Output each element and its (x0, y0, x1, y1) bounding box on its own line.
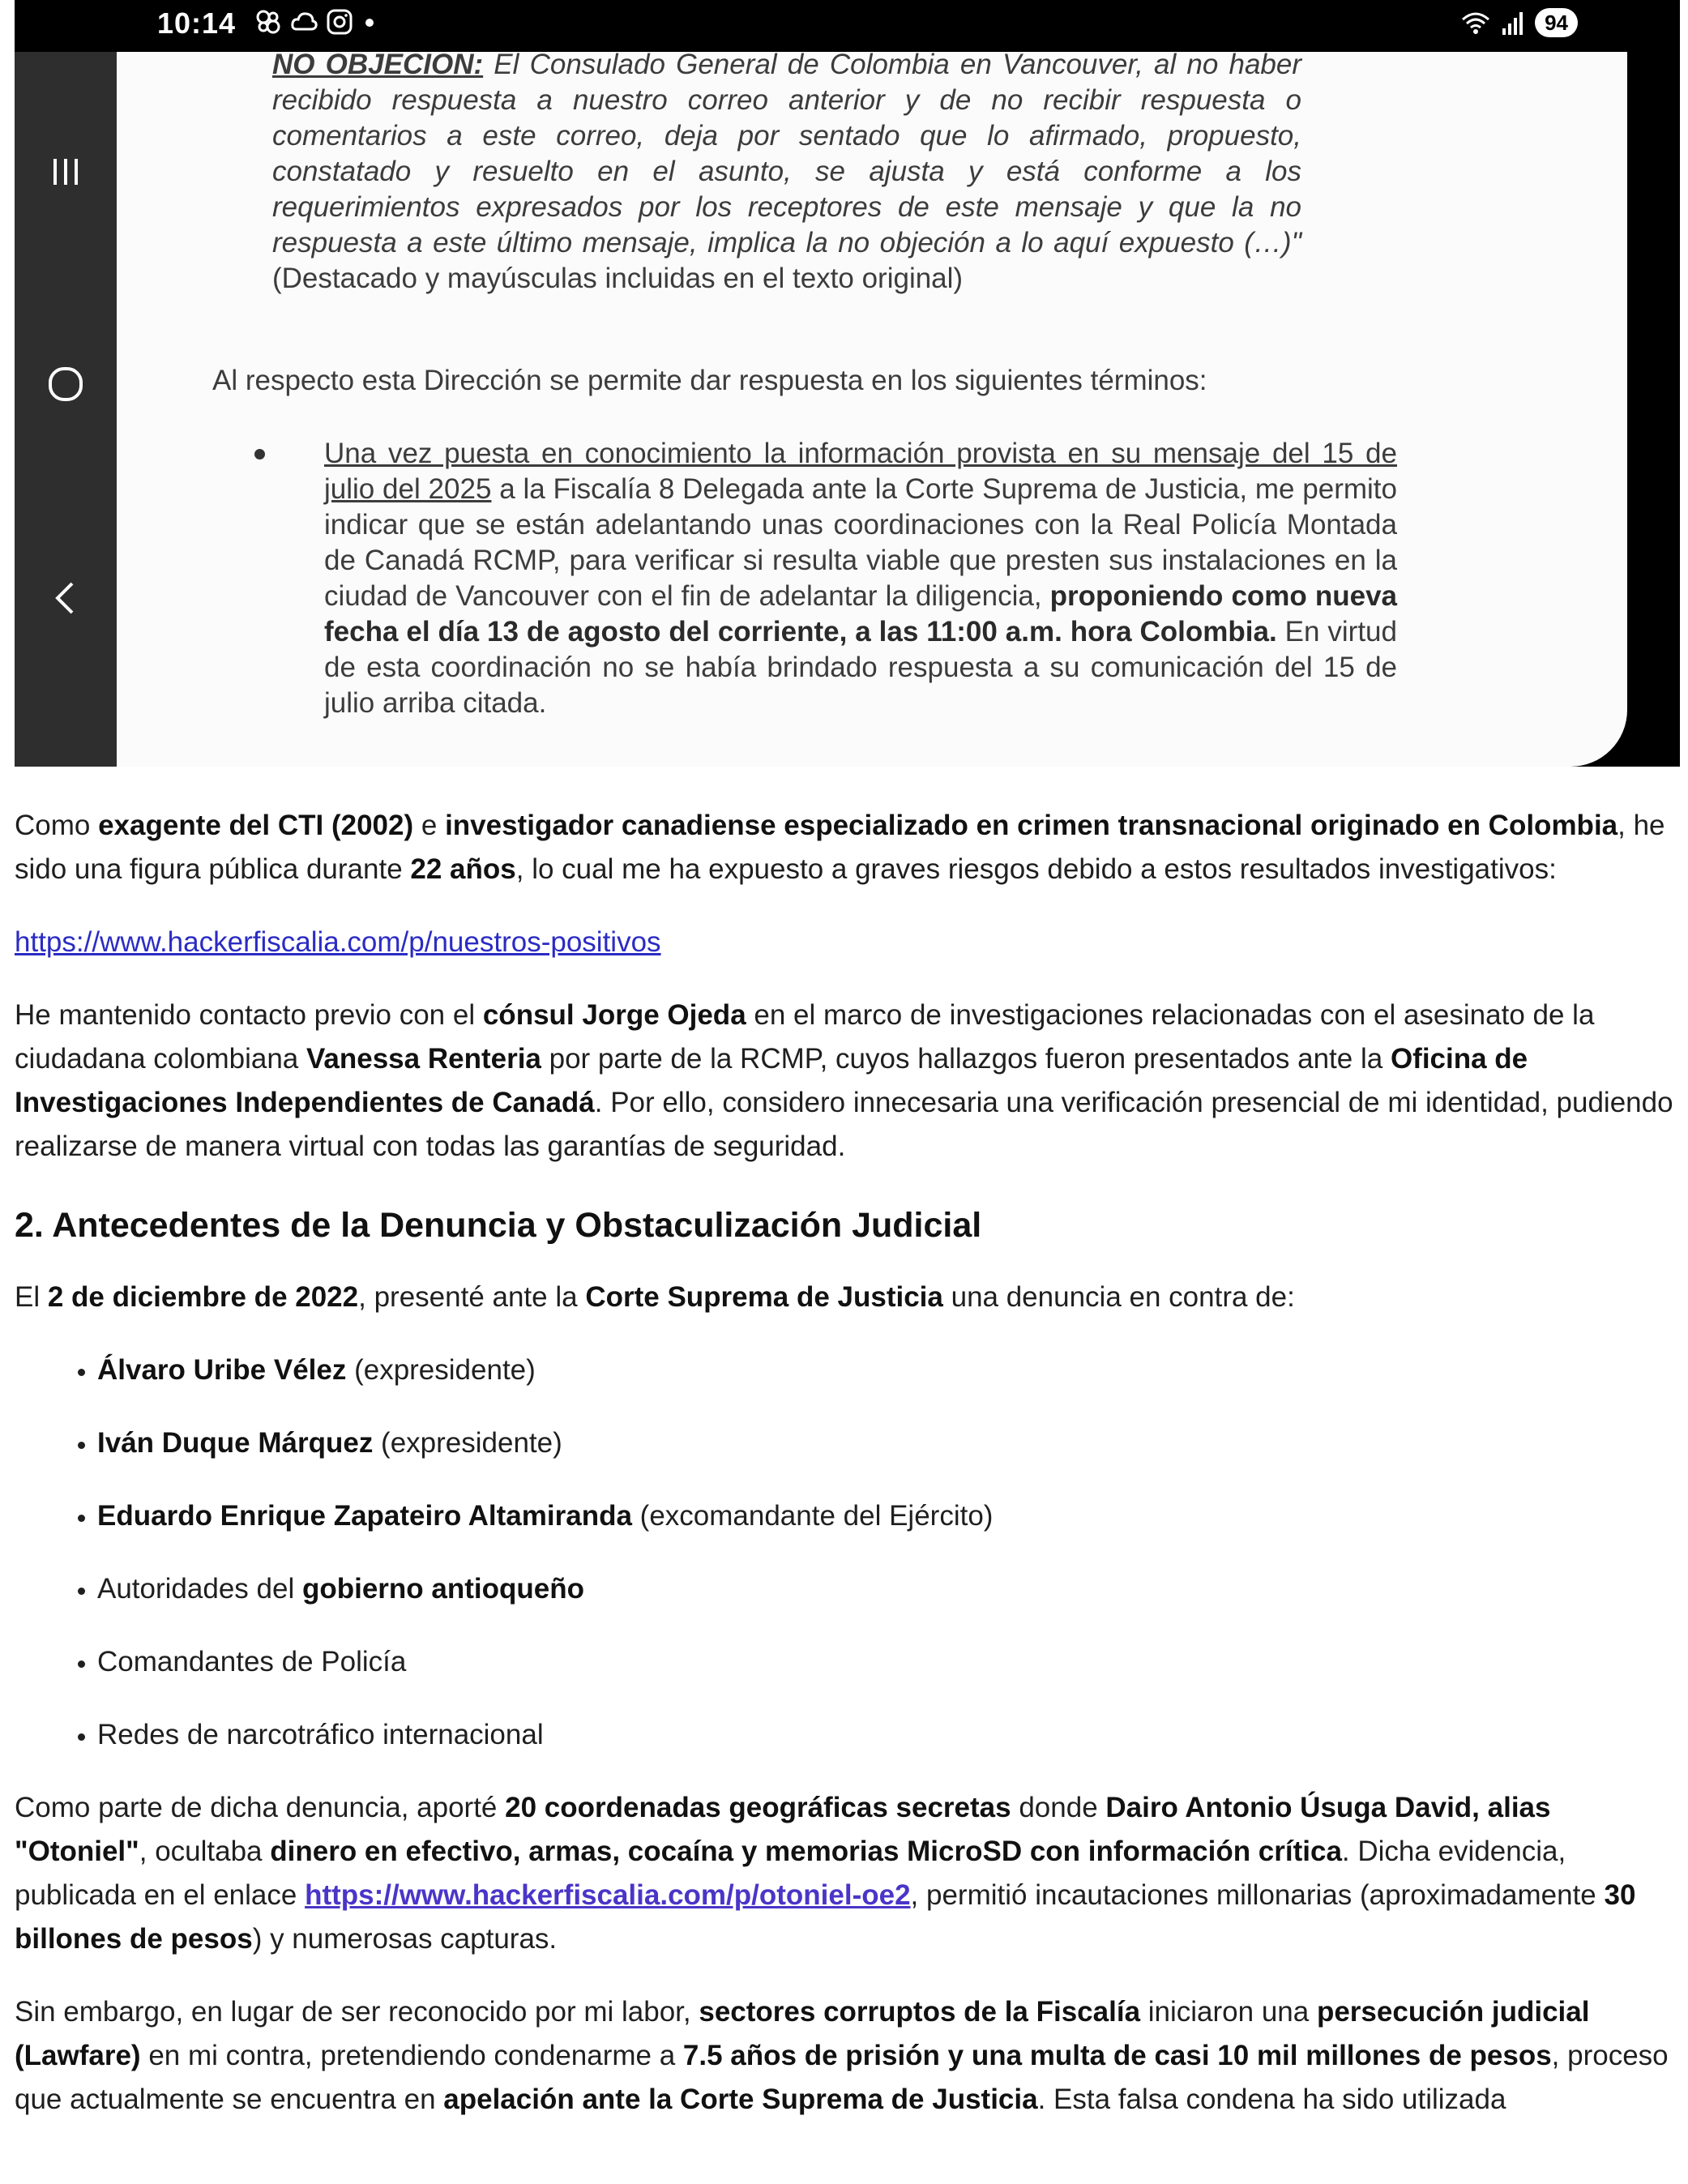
back-icon (48, 579, 83, 618)
notification-icons (254, 8, 378, 36)
paragraph-denuncia (15, 1276, 1676, 1319)
bold-text: apelación ante la Corte Suprema de Justicia (443, 2084, 1038, 2115)
bold-text: investigador canadiense especializado en crimen transnacional originado en Colombia (445, 810, 1618, 841)
status-time: 10:14 (157, 6, 237, 40)
no-objecion-label: NO OBJECION: (272, 52, 484, 80)
system-status-icons (1460, 8, 1578, 37)
bullet-bold-text: proponiendo como nueva fecha el día 13 de agosto del corriente, a las 11:00 a.m. hora Colombia. (324, 580, 1397, 648)
text: (expresidente) (373, 1427, 562, 1459)
phone-screenshot (15, 0, 1680, 767)
quote-body: El Consulado General de Colombia en Vancouver, al no haber recibido respuesta a nuestro correo anterior y de no recibir respuesta o comentarios a este correo, deja por sentado que lo afirmado, propuesto, constatado y resuelto en el asunto, se ajusta y está conforme a los requerimientos expresados por los receptores de este mensaje y que la no respuesta a este último mensaje, implica la no objeción a lo aquí expuesto (…)" (272, 52, 1301, 259)
text: ) y numerosas capturas. (252, 1923, 558, 1955)
bullet-mid-text: a la Fiscalía 8 Delegada ante la Corte Suprema de Justicia, me permito indicar que se están adelantando unas coordinaciones con la Real Policía Montada de Canadá RCMP, para verificar si resulta viable que presten sus instalaciones en la ciudad de Vancouver con el fin de adelantar la diligencia, (324, 473, 1397, 612)
text: donde (1011, 1792, 1106, 1823)
list-item (97, 1494, 1676, 1538)
home-button[interactable] (41, 360, 90, 408)
text: e (413, 810, 446, 841)
instagram-icon (326, 8, 353, 36)
recent-apps-button[interactable] (41, 147, 90, 196)
recent-apps-icon (48, 154, 83, 190)
otoniel-link[interactable]: https://www.hackerfiscalia.com/p/otoniel-oe2 (305, 1879, 911, 1911)
bullet-underlined-text: Una vez puesta en conocimiento la información provista en su mensaje del 15 de julio del 2025 (324, 438, 1397, 505)
text: una denuncia en contra de: (942, 1281, 1295, 1313)
list-item (97, 1348, 1676, 1392)
battery-level: 94 (1535, 8, 1578, 37)
navigation-bar (15, 52, 117, 767)
scanned-intro-line: Al respecto esta Dirección se permite dar respuesta en los siguientes términos: (212, 365, 1207, 396)
quote-tail: (Destacado y mayúsculas incluidas en el texto original) (272, 263, 964, 294)
bold-text: dinero en efectivo, armas, cocaína y memorias MicroSD con información crítica (270, 1836, 1342, 1867)
paragraph-consul-contact (15, 994, 1676, 1169)
bold-text: gobierno antioqueño (301, 1573, 584, 1605)
home-icon (46, 365, 85, 404)
bold-text: 30 billones de pesos (15, 1879, 1636, 1955)
cloud-icon (290, 8, 318, 36)
paragraph-lawfare (15, 1990, 1676, 2122)
scanned-quote-paragraph (272, 52, 1301, 297)
scanned-bullet-paragraph (324, 436, 1397, 721)
list-item (97, 1713, 1676, 1757)
bold-text: Álvaro Uribe Vélez (97, 1354, 347, 1386)
wifi-icon (1460, 9, 1491, 36)
text: iniciaron una (1140, 1996, 1317, 2028)
dot-icon (361, 8, 378, 36)
pinwheel-icon (254, 8, 282, 36)
text: Como (15, 810, 99, 841)
bold-text: persecución judicial (Lawfare) (15, 1996, 1590, 2071)
bold-text: Dairo Antonio Úsuga David, alias "Otoniel" (15, 1792, 1551, 1867)
bold-text: Oficina de Investigaciones Independientes de Canadá (15, 1043, 1528, 1118)
text: , proceso que actualmente se encuentra en (15, 2040, 1669, 2115)
bold-text: Vanessa Renteria (306, 1043, 541, 1075)
text: Sin embargo, en lugar de ser reconocido por mi labor, (15, 1996, 699, 2028)
bullet-dot-icon (254, 449, 265, 459)
scanned-letter-image (117, 52, 1627, 767)
text: , permitió incautaciones millonarias (aproximadamente (910, 1879, 1605, 1911)
paragraph-otoniel (15, 1786, 1676, 1961)
accused-list (15, 1348, 1676, 1757)
article-body (15, 804, 1676, 2151)
signal-icon (1501, 9, 1525, 36)
status-bar (15, 0, 1680, 52)
paragraph-credentials (15, 804, 1676, 891)
bold-text: sectores corruptos de la Fiscalía (699, 1996, 1141, 2028)
bold-text: 7.5 años de prisión y una multa de casi 10 mil millones de pesos (682, 2040, 1552, 2071)
text: El (15, 1281, 48, 1313)
bold-text: 20 coordenadas geográficas secretas (505, 1792, 1011, 1823)
text: . Esta falsa condena ha sido utilizada (1037, 2084, 1506, 2115)
text: en mi contra, pretendiendo condenarme a (140, 2040, 683, 2071)
text: Redes de narcotráfico internacional (97, 1719, 544, 1750)
text: Autoridades del (97, 1573, 302, 1605)
list-item (97, 1421, 1676, 1465)
text: por parte de la RCMP, cuyos hallazgos fueron presentados ante la (541, 1043, 1391, 1075)
text: (excomandante del Ejército) (631, 1500, 994, 1532)
list-item (97, 1567, 1676, 1611)
text: , presenté ante la (358, 1281, 586, 1313)
bold-text: 2 de diciembre de 2022 (47, 1281, 359, 1313)
text: en el marco de investigaciones relacionadas con el asesinato de la ciudadana colombiana (15, 999, 1595, 1075)
text: , he sido una figura pública durante (15, 810, 1665, 885)
text: , ocultaba (139, 1836, 271, 1867)
bold-text: cónsul Jorge Ojeda (482, 999, 746, 1031)
section-heading: 2. Antecedentes de la Denuncia y Obstaculización Judicial (15, 1206, 982, 1245)
text: (expresidente) (346, 1354, 536, 1386)
text: . Dicha evidencia, publicada en el enlace (15, 1836, 1566, 1911)
bold-text: 22 años (410, 853, 516, 885)
list-item (97, 1640, 1676, 1684)
paragraph-link (15, 921, 1676, 964)
text: He mantenido contacto previo con el (15, 999, 483, 1031)
text: Comandantes de Policía (97, 1646, 407, 1678)
bullet-end-text: En virtud de esta coordinación no se había brindado respuesta a su comunicación del 15 de julio arriba citada. (324, 616, 1397, 719)
text: Como parte de dicha denuncia, aporté (15, 1792, 506, 1823)
text: , lo cual me ha expuesto a graves riesgos debido a estos resultados investigativos: (515, 853, 1557, 885)
bold-text: Iván Duque Márquez (97, 1427, 374, 1459)
nuestros-positivos-link[interactable]: https://www.hackerfiscalia.com/p/nuestros-positivos (15, 926, 661, 958)
bold-text: Eduardo Enrique Zapateiro Altamiranda (97, 1500, 632, 1532)
bold-text: exagente del CTI (2002) (98, 810, 414, 841)
back-button[interactable] (41, 574, 90, 622)
bold-text: Corte Suprema de Justicia (585, 1281, 943, 1313)
text: . Por ello, considero innecesaria una verificación presencial de mi identidad, pudiendo realizarse de manera virtual con todas las garantías de seguridad. (15, 1087, 1673, 1162)
